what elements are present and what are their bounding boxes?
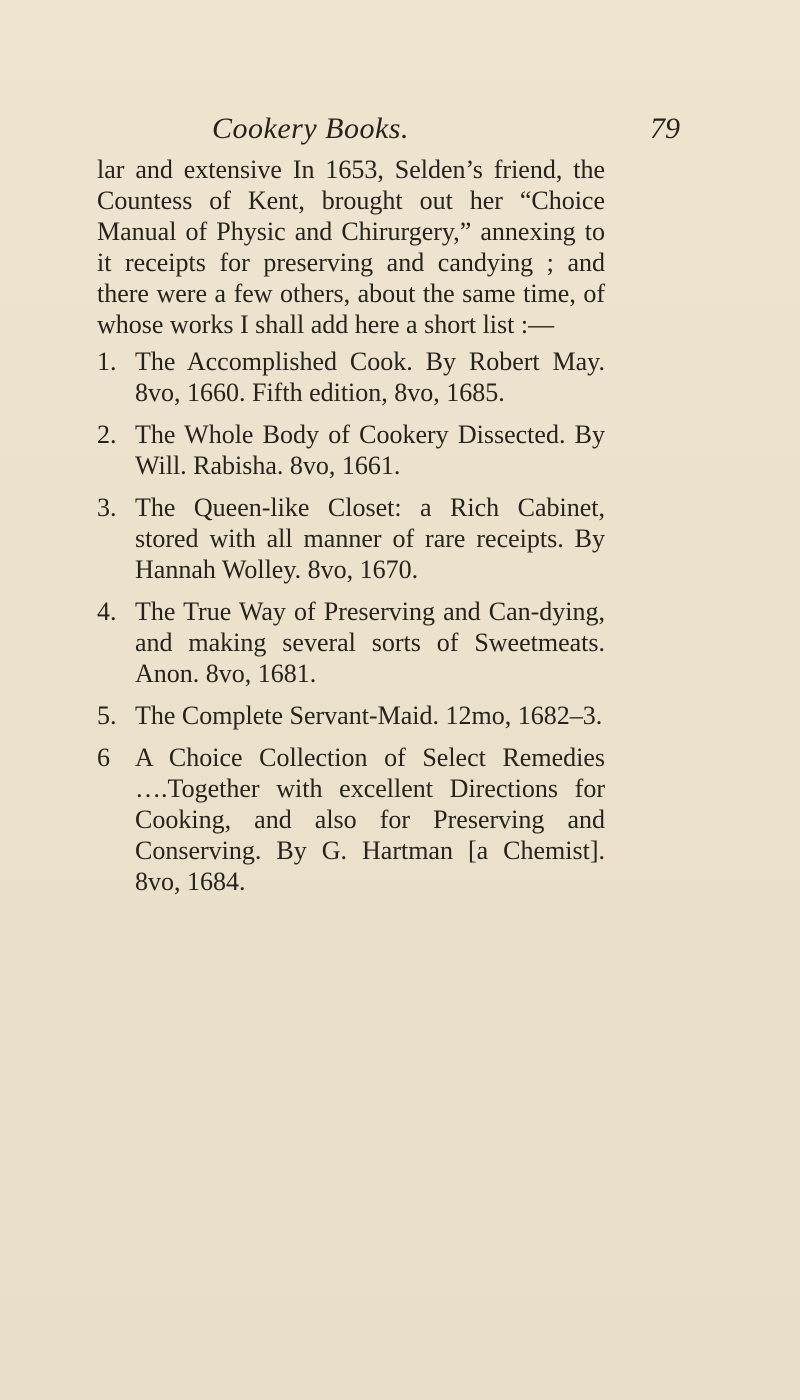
intro-paragraph: lar and extensive In 1653, Selden’s friend, the Countess of Kent, brought out her “Choice Manual of Physic and Chirurgery,” annexing to it receipts for preserving and candying ; and there were a few others, about the same time, of whose works I shall add here a short list :—	[97, 155, 605, 339]
list-item-text: The True Way of Preserving and Can-dying, and making several sorts of Sweetmeats. Anon. 8vo, 1681.	[135, 597, 605, 688]
book-list	[97, 346, 605, 897]
list-item-number: 5.	[97, 701, 117, 730]
list-item-text: A Choice Collection of Select Remedies ….Together with excellent Directions for Cooking, and also for Preserving and Conserving. By G. Hartman [a Chemist]. 8vo, 1684.	[135, 743, 605, 896]
list-item-text: The Accomplished Cook. By Robert May. 8vo, 1660. Fifth edition, 8vo, 1685.	[135, 347, 605, 407]
list-item-number: 3.	[97, 493, 117, 522]
list-item-text: The Complete Servant-Maid. 12mo, 1682–3.	[135, 701, 603, 730]
list-item-text: The Queen-like Closet: a Rich Cabinet, stored with all manner of rare receipts. By Hannah Wolley. 8vo, 1670.	[135, 493, 605, 584]
list-item	[97, 700, 605, 731]
list-item-text: The Whole Body of Cookery Dissected. By Will. Rabisha. 8vo, 1661.	[135, 420, 605, 480]
page-number: 79	[650, 112, 680, 145]
running-title: Cookery Books.	[212, 112, 409, 145]
list-item	[97, 596, 605, 689]
list-item-number: 6	[97, 743, 110, 772]
list-item	[97, 419, 605, 481]
list-item	[97, 742, 605, 897]
list-item-number: 2.	[97, 420, 117, 449]
running-head	[0, 112, 800, 152]
list-item	[97, 492, 605, 585]
list-item-number: 1.	[97, 347, 117, 376]
list-item-number: 4.	[97, 597, 117, 626]
body-text	[97, 154, 605, 908]
list-item	[97, 346, 605, 408]
